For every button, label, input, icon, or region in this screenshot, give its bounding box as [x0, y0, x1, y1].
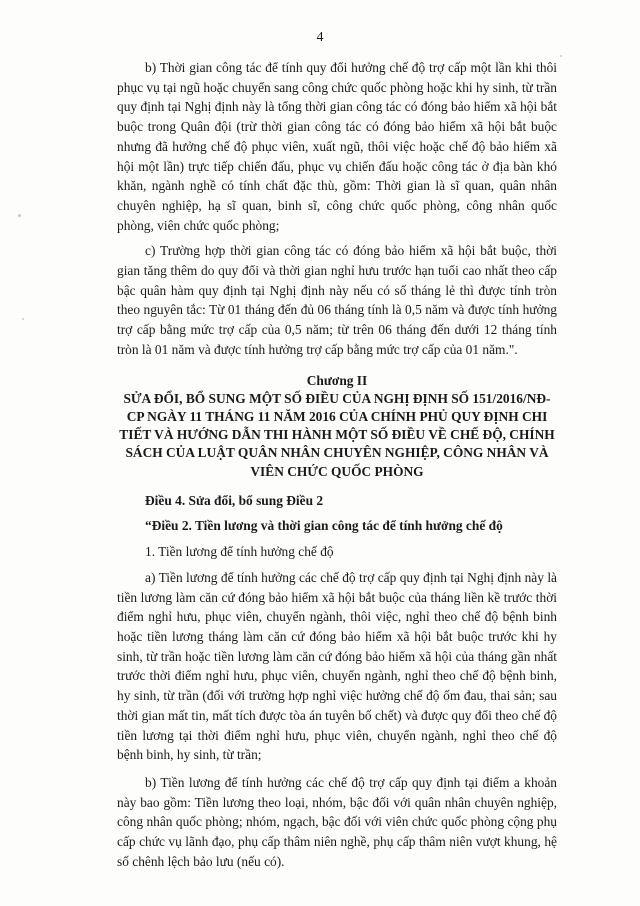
paragraph-point-c-rounding: c) Trường hợp thời gian công tác có đóng bảo hiểm xã hội bắt buộc, thời gian tăng thêm do quy đổi và thời gian nghỉ hưu trước hạn tuổi cao nhất theo cấp bậc quân hàm quy định tại Nghị định này nếu có số tháng lẻ thì được tính tròn theo nguyên tắc: Từ 01 tháng đến đủ 06 tháng tính là 0,5 năm và được tính hưởng trợ cấp bằng mức trợ cấp của 0,5 năm; từ trên 06 tháng đến dưới 12 tháng tính tròn là 01 năm và được tính hưởng trợ cấp bằng mức trợ cấp của 01 năm.". [117, 243, 557, 357]
quoted-article-heading: “Điều 2. Tiền lương và thời gian công tác để tính hưởng chế độ [145, 518, 503, 534]
clause-1-heading: 1. Tiền lương để tính hưởng chế độ [145, 544, 334, 560]
document-body [117, 58, 557, 879]
scan-speck [18, 214, 21, 217]
page-number: 4 [316, 30, 324, 45]
chapter-title: SỬA ĐỔI, BỔ SUNG MỘT SỐ ĐIỀU CỦA NGHỊ ĐỊNH SỐ 151/2016/NĐ-CP NGÀY 11 THÁNG 11 NĂM 2016 CỦA CHÍNH PHỦ QUY ĐỊNH CHI TIẾT VÀ HƯỚNG DẪN THI HÀNH MỘT SỐ ĐIỀU VỀ CHẾ ĐỘ, CHÍNH SÁCH CỦA LUẬT QUÂN NHÂN CHUYÊN NGHIỆP, CÔNG NHÂN VÀ VIÊN CHỨC QUỐC PHÒNG [119, 390, 555, 479]
paragraph-point-b-time: b) Thời gian công tác để tính quy đổi hưởng chế độ trợ cấp một lần khi thôi phục vụ tại ngũ hoặc chuyển sang công chức quốc phòng hoặc khi hy sinh, từ trần quy định tại Nghị định này là tổng thời gian công tác có đóng bảo hiểm xã hội bắt buộc trong Quân đội (trừ thời gian công tác có đóng bảo hiểm xã hội bắt buộc nhưng đã hưởng chế độ phục viên, xuất ngũ, thôi việc hoặc chế độ bảo hiểm xã hội một lần) trực tiếp chiến đấu, phục vụ chiến đấu hoặc công tác ở địa bàn khó khăn, ngành nghề có tính chất đặc thù, gồm: Thời gian là sĩ quan, quân nhân chuyên nghiệp, hạ sĩ quan, binh sĩ, công chức quốc phòng, công nhân quốc phòng, viên chức quốc phòng; [117, 60, 557, 233]
scan-speck [22, 318, 24, 320]
paragraph-point-b-salary: b) Tiền lương để tính hưởng các chế độ trợ cấp quy định tại điểm a khoản này bao gồm: Tiền lương theo loại, nhóm, bậc đối với quân nhân chuyên nghiệp, công nhân quốc phòng; nhóm, ngạch, bậc đối với viên chức quốc phòng cộng phụ cấp chức vụ lãnh đạo, phụ cấp thâm niên nghề, phụ cấp thâm niên vượt khung, hệ số chênh lệch bảo lưu (nếu có). [117, 774, 557, 869]
chapter-label: Chương II [306, 372, 368, 388]
scan-speck [560, 55, 562, 57]
paragraph-point-a-salary: a) Tiền lương để tính hưởng các chế độ trợ cấp quy định tại Nghị định này là tiền lương làm căn cứ đóng bảo hiểm xã hội bắt buộc của tháng liền kề trước thời điểm nghỉ hưu, phục viên, chuyển ngành, thôi việc, nghỉ theo chế độ bệnh binh hoặc tiền lương tháng làm căn cứ đóng bảo hiểm xã hội bắt buộc trước khi hy sinh, từ trần hoặc tiền lương làm căn cứ đóng bảo hiểm xã hội của tháng gần nhất trước thời điểm nghỉ hưu, phục viên, chuyển ngành, nghỉ theo chế độ bệnh binh, hy sinh, từ trần (đối với trường hợp nghỉ việc hưởng chế độ ốm đau, thai sản; sau thời gian mất tin, mất tích được tòa án tuyên bố chết) và được quy đổi theo chế độ tiền lương tại thời điểm nghỉ hưu, phục viên, chuyển ngành, nghỉ theo chế độ bệnh binh, hy sinh, từ trần; [117, 569, 557, 763]
article-heading: Điều 4. Sửa đổi, bổ sung Điều 2 [145, 492, 324, 508]
